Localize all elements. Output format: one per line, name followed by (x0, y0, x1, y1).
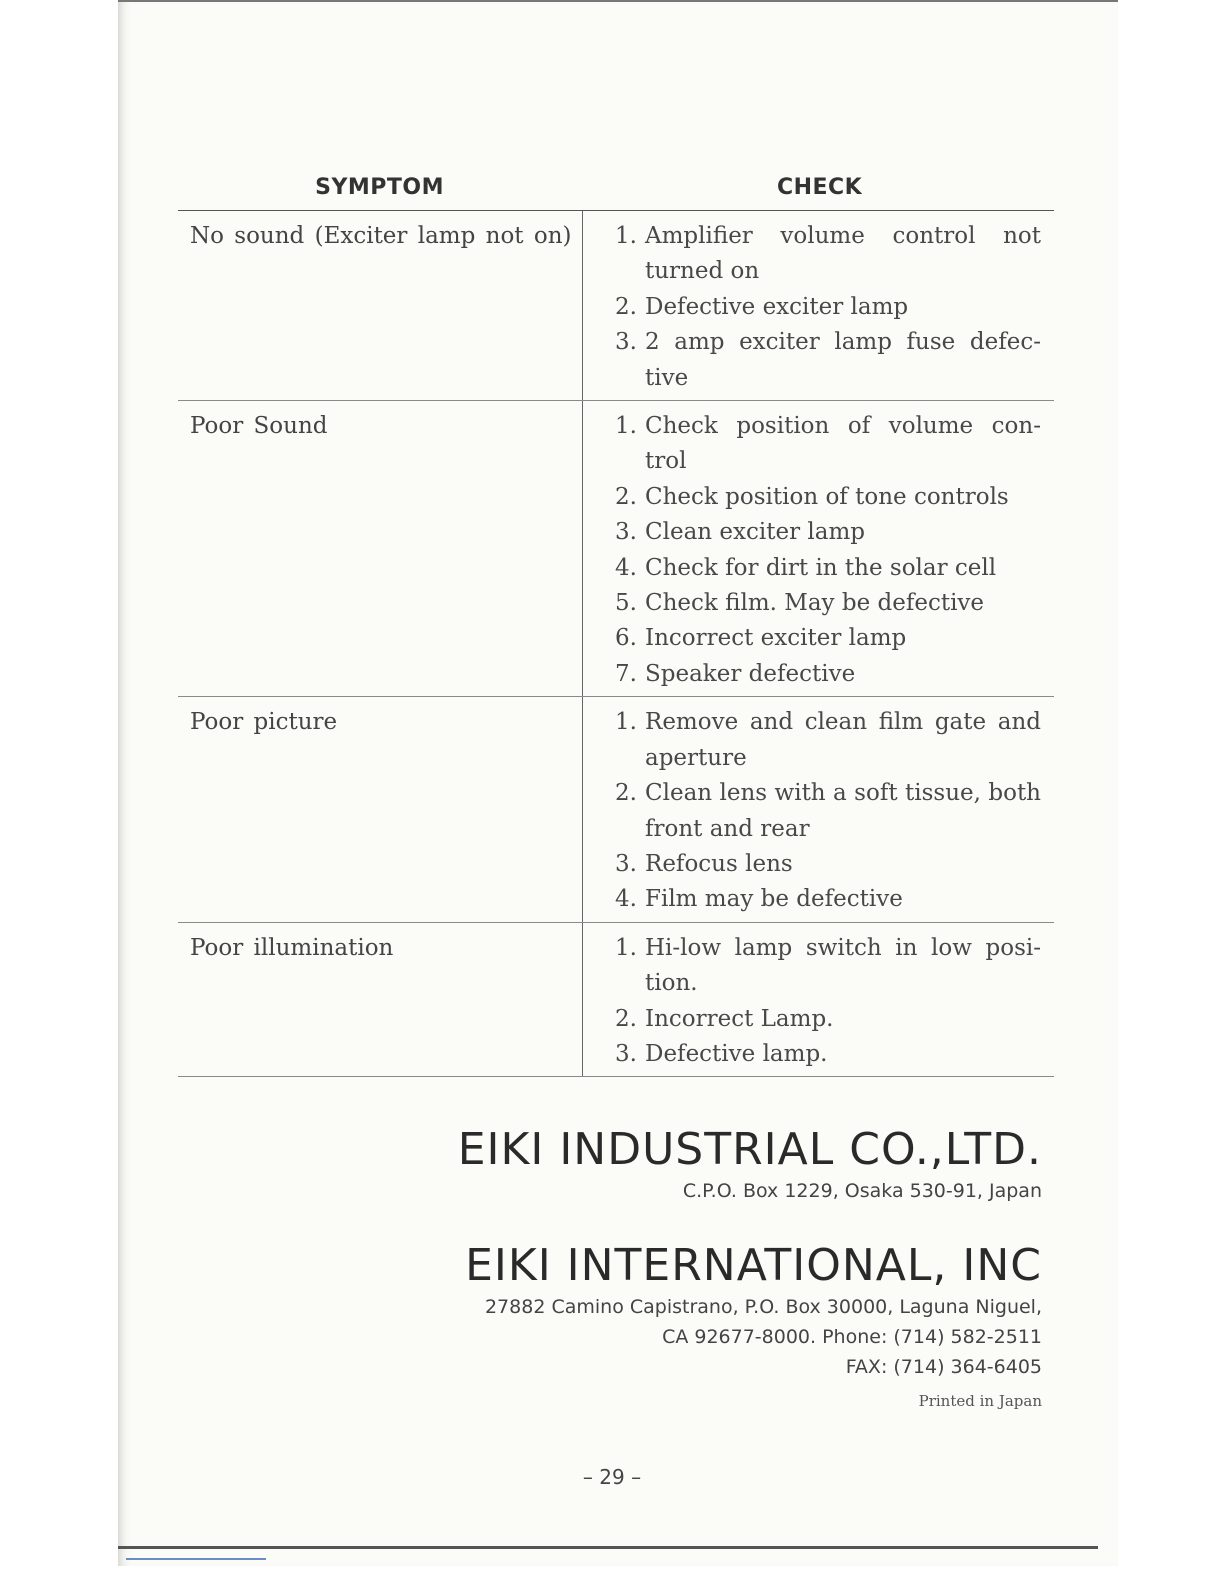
check-item (615, 621, 1041, 656)
page-number: – 29 – (582, 1465, 642, 1489)
check-item-number: 4. (615, 886, 637, 913)
check-item-number: 5. (615, 590, 637, 617)
table-row (178, 923, 1054, 1078)
bottom-tab-mark (126, 1558, 266, 1560)
table-body (178, 211, 1054, 1077)
top-edge-rule (118, 0, 1118, 2)
check-item (615, 1002, 1041, 1037)
check-item-text: Hi-low lamp switch in low posi- tion. (645, 934, 1041, 997)
check-item (615, 480, 1041, 515)
check-item-number: 1. (615, 934, 637, 961)
symptom-cell: Poor Sound (178, 401, 583, 696)
international-company-name: EIKI INTERNATIONAL, INC (465, 1240, 1042, 1291)
symptom-column-header: SYMPTOM (315, 175, 445, 200)
check-item-text: Incorrect exciter lamp (645, 625, 907, 652)
check-item (615, 705, 1041, 776)
check-item (615, 219, 1041, 290)
check-item-number: 1. (615, 413, 637, 440)
check-item-number: 6. (615, 625, 637, 652)
check-item (615, 931, 1041, 1002)
check-item-number: 3. (615, 850, 637, 877)
check-cell (583, 211, 1051, 400)
check-item-number: 3. (615, 329, 637, 356)
check-item-text: Check for dirt in the solar cell (645, 554, 997, 581)
check-item (615, 776, 1041, 847)
check-column-header: CHECK (776, 175, 863, 200)
check-item (615, 551, 1041, 586)
check-item-number: 7. (615, 660, 637, 687)
check-item (615, 586, 1041, 621)
check-item-text: Check position of tone controls (645, 483, 1009, 510)
check-item-text: Remove and clean film gate and aperture (645, 709, 1041, 771)
check-item-text: Check position of volume con- trol (645, 413, 1041, 475)
symptom-cell: Poor picture (178, 697, 583, 921)
check-item-number: 2. (615, 483, 637, 510)
check-item-text: Defective lamp. (645, 1040, 828, 1067)
check-item (615, 882, 1041, 917)
bottom-edge-rule (118, 1546, 1098, 1549)
check-item-text: Clean lens with a soft tissue, both front and rear (645, 780, 1041, 842)
table-row (178, 697, 1054, 922)
check-item (615, 657, 1041, 692)
industrial-company-name: EIKI INDUSTRIAL CO.,LTD. (457, 1124, 1042, 1175)
symptom-cell: No sound (Exciter lamp not on) (178, 211, 583, 400)
check-item-number: 2. (615, 780, 637, 807)
check-item-text: Amplifier volume control not turned on (645, 223, 1041, 285)
check-item-number: 3. (615, 519, 637, 546)
check-item-text: Refocus lens (645, 850, 793, 877)
check-item-text: Clean exciter lamp (645, 519, 865, 546)
troubleshooting-table (178, 170, 1054, 1077)
check-item (615, 847, 1041, 882)
check-cell (583, 697, 1051, 921)
table-row (178, 211, 1054, 401)
check-item-text: Film may be defective (645, 886, 903, 913)
industrial-company-address: C.P.O. Box 1229, Osaka 530-91, Japan (682, 1180, 1042, 1202)
check-item-text: Speaker defective (645, 660, 856, 687)
check-cell (583, 923, 1051, 1077)
check-item-number: 3. (615, 1040, 637, 1067)
check-item-text: Incorrect Lamp. (645, 1005, 834, 1032)
check-item-number: 1. (615, 709, 637, 736)
check-item (615, 325, 1041, 396)
international-address-line2: CA 92677-8000. Phone: (714) 582-2511 (662, 1326, 1042, 1348)
international-fax: FAX: (714) 364-6405 (845, 1356, 1042, 1378)
international-company-block (465, 1240, 1042, 1382)
table-header (178, 170, 1054, 211)
check-item (615, 515, 1041, 550)
check-item-text: Check film. May be defective (645, 590, 985, 617)
check-item-text: Defective exciter lamp (645, 293, 909, 320)
check-item-number: 2. (615, 1005, 637, 1032)
check-item (615, 409, 1041, 480)
symptom-cell: Poor illumination (178, 923, 583, 1077)
check-item (615, 290, 1041, 325)
check-item-number: 1. (615, 223, 637, 249)
check-item-number: 2. (615, 293, 637, 320)
check-item (615, 1037, 1041, 1072)
industrial-company-block (458, 1124, 1042, 1206)
check-item-text: 2 amp exciter lamp fuse defec- tive (645, 329, 1041, 391)
printed-in-note: Printed in Japan (918, 1392, 1042, 1410)
check-item-number: 4. (615, 554, 637, 581)
table-row (178, 401, 1054, 697)
check-cell (583, 401, 1051, 696)
international-address-line1: 27882 Camino Capistrano, P.O. Box 30000, Laguna Niguel, (484, 1296, 1042, 1318)
